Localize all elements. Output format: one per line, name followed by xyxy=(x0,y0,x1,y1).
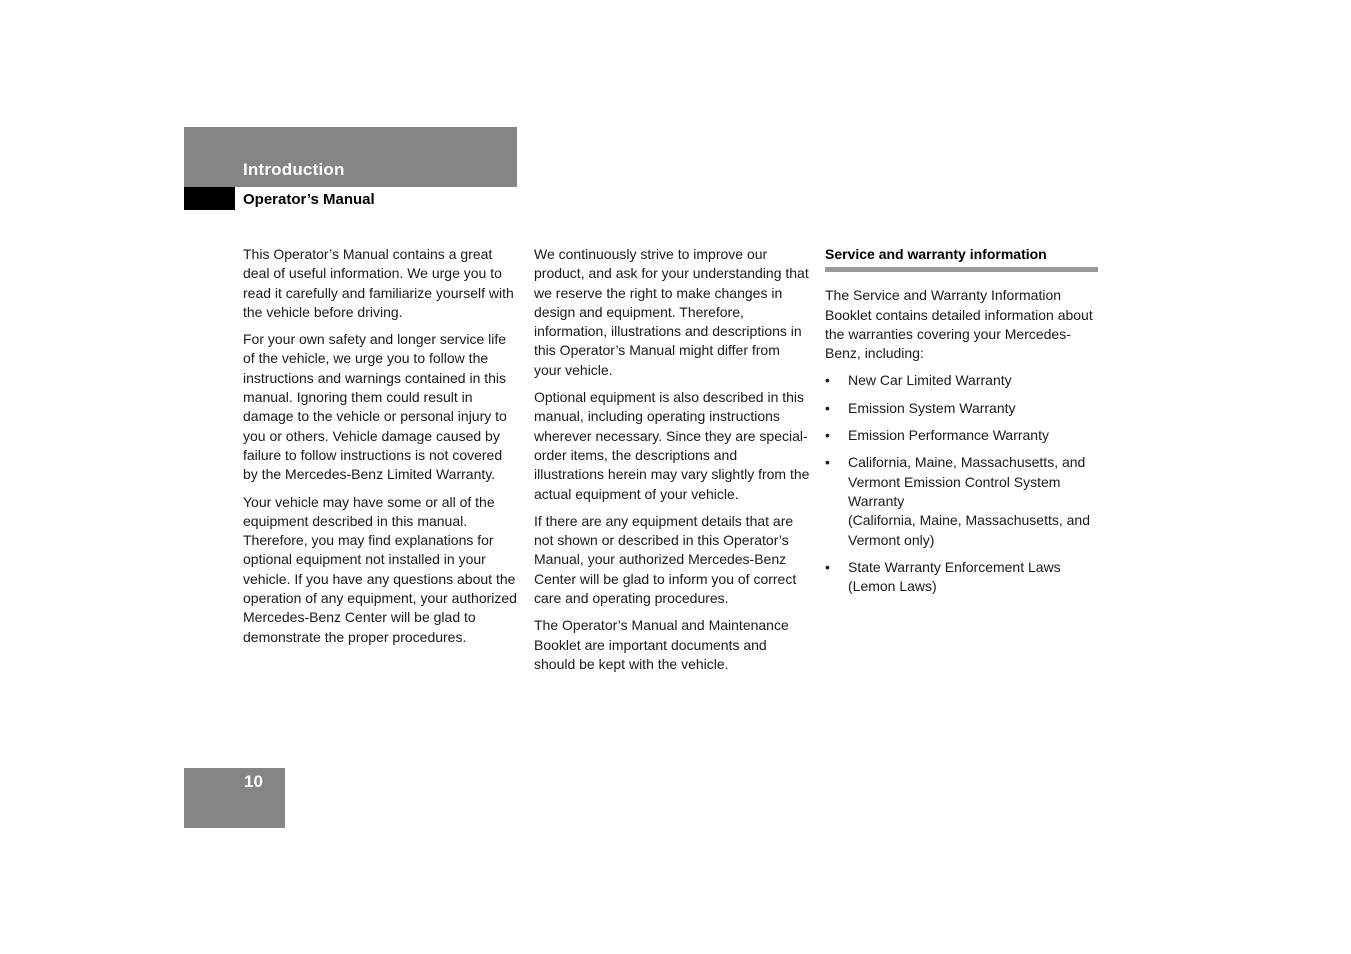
page-number-box xyxy=(184,768,285,828)
paragraph: This Operator’s Manual contains a great deal of useful information. We urge you to read it carefully and familiarize yourself with the vehicle before driving. xyxy=(243,246,514,320)
warranty-list xyxy=(825,371,1101,596)
list-item-text: Emission Performance Warranty xyxy=(848,427,1049,444)
page-number: 10 xyxy=(244,772,263,791)
paragraph: For your own safety and longer service life of the vehicle, we urge you to follow the instructions and warnings contained in this manual. Ignoring them could result in damage to the vehicle or personal injury to you or others. Vehicle damage caused by failure to follow instructions is not covered by the Mercedes-Benz Limited Warranty. xyxy=(243,331,507,483)
list-item-text: New Car Limited Warranty xyxy=(848,372,1012,389)
paragraph: The Operator’s Manual and Maintenance Booklet are important documents and should be kept with the vehicle. xyxy=(534,617,789,672)
bullet-icon: • xyxy=(825,372,830,389)
bullet-icon: • xyxy=(825,558,830,575)
paragraph: We continuously strive to improve our product, and ask for your understanding that we reserve the right to make changes in design and equipment. Therefore, information, illustrations and descriptions in this Operator’s Manual might differ from your vehicle. xyxy=(534,246,809,378)
list-item-text: Emission System Warranty xyxy=(848,399,1016,416)
bullet-icon: • xyxy=(825,454,830,471)
paragraph: Your vehicle may have some or all of the equipment described in this manual. Therefore, you may find explanations for optional equipment not installed in your vehicle. If you have any questions about the operation of any equipment, your authorized Mercedes-Benz Center will be glad to demonstrate the proper procedures. xyxy=(243,493,517,645)
text-column-1 xyxy=(243,245,519,655)
subsection-title: Operator’s Manual xyxy=(243,191,375,208)
list-item xyxy=(825,453,1101,549)
list-item xyxy=(825,426,1101,445)
bullet-icon: • xyxy=(825,427,830,444)
text-column-2 xyxy=(534,245,810,682)
bullet-icon: • xyxy=(825,399,830,416)
paragraph: Optional equipment is also described in this manual, including operating instructions wherever necessary. Since they are special-order items, the descriptions and illustrations herein may vary slightly from the actual equipment of your vehicle. xyxy=(534,389,810,502)
warranty-intro: The Service and Warranty Information Booklet contains detailed information about the warranties covering your Mercedes-Benz, including: xyxy=(825,287,1093,362)
paragraph: If there are any equipment details that are not shown or described in this Operator’s Manual, your authorized Mercedes-Benz Center will be glad to inform you of correct care and operating procedures. xyxy=(534,512,797,607)
list-item-text: California, Maine, Massachusetts, and Vermont Emission Control System Warranty xyxy=(848,454,1086,509)
list-item xyxy=(825,371,1101,390)
section-marker-tab xyxy=(184,187,235,210)
header-band xyxy=(184,127,517,187)
section-title: Introduction xyxy=(243,160,345,179)
list-item xyxy=(825,558,1101,597)
list-item-text: State Warranty Enforcement Laws (Lemon Laws) xyxy=(848,558,1061,595)
list-item-note: (California, Maine, Massachusetts, and Vermont only) xyxy=(848,512,1090,548)
text-column-3 xyxy=(825,245,1101,604)
warranty-heading: Service and warranty information xyxy=(825,245,1098,272)
list-item xyxy=(825,399,1101,418)
